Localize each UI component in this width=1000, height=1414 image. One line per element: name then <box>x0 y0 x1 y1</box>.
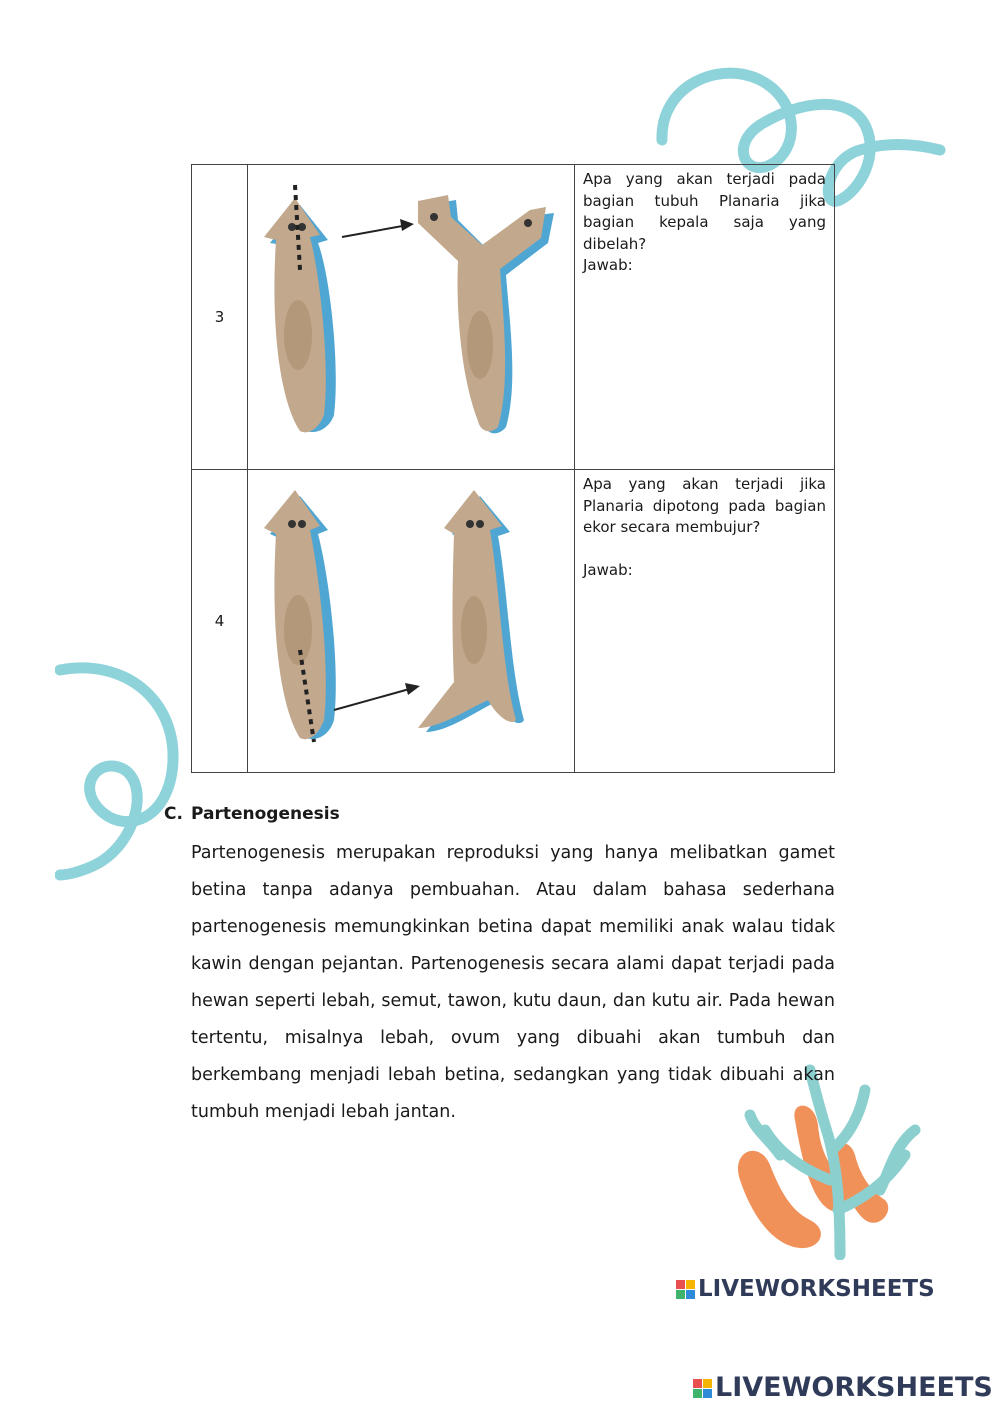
brand-tile-icon <box>676 1280 695 1299</box>
row-number: 3 <box>192 165 248 470</box>
row-number: 4 <box>192 470 248 773</box>
question-cell <box>575 470 835 773</box>
brand-tile-icon <box>693 1379 712 1398</box>
answer-label: Jawab: <box>583 560 633 579</box>
arrow-icon <box>400 219 414 231</box>
section-paragraph: Partenogenesis merupakan reproduksi yang hanya melibatkan gamet betina tanpa adanya pembuahan. Atau dalam bahasa sederhana partenogenesis memungkinkan betina dapat memiliki anak walau tidak kawin dengan pejantan. Partenogenesis secara alami dapat terjadi pada hewan seperti lebah, semut, tawon, kutu daun, dan kutu air. Pada hewan tertentu, misalnya lebah, ovum yang dibuahi akan tumbuh dan berkembang menjadi lebah betina, sedangkan yang tidak dibuahi akan tumbuh menjadi lebah jantan. <box>191 843 835 1122</box>
section-heading <box>164 804 340 824</box>
question-table <box>191 164 835 773</box>
arrow-icon <box>405 683 420 695</box>
table-row <box>192 165 835 470</box>
question-text: Apa yang akan terjadi pada bagian tubuh Planaria jika bagian kepala saja yang dibelah? <box>583 170 826 253</box>
brand-logo-footer <box>693 1372 993 1403</box>
answer-label: Jawab: <box>583 256 633 274</box>
planaria-icon <box>248 470 574 768</box>
question-cell <box>575 165 835 470</box>
planaria-icon <box>248 165 574 465</box>
question-text: Apa yang akan terjadi jika Planaria dipotong pada bagian ekor secara membujur? <box>583 475 826 536</box>
section-title: Partenogenesis <box>191 804 340 824</box>
planaria-tail-split-illustration <box>248 470 575 773</box>
section-letter: C. <box>164 804 183 824</box>
planaria-head-split-illustration <box>248 165 575 470</box>
swirl-decoration-icon <box>55 660 195 890</box>
brand-logo-inner <box>676 1276 935 1302</box>
table-row <box>192 470 835 773</box>
brand-name: LIVEWORKSHEETS <box>715 1372 993 1403</box>
brand-name: LIVEWORKSHEETS <box>698 1276 935 1302</box>
